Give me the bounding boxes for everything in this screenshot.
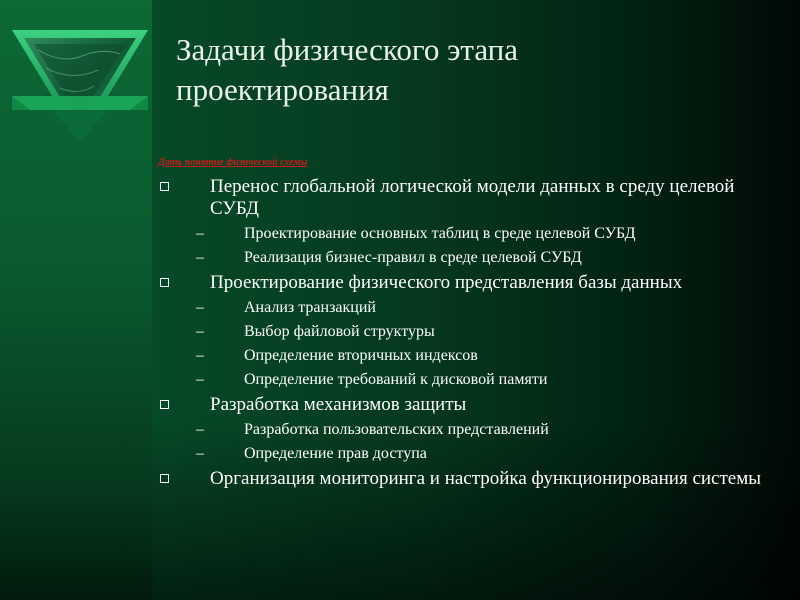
sub-list xyxy=(196,298,778,390)
sub-item xyxy=(158,224,778,244)
sub-list xyxy=(196,420,778,464)
dash-icon: – xyxy=(196,421,204,438)
slide-title-line1: Задачи физического этапа xyxy=(176,32,519,67)
sub-item-text: Выбор файловой структуры xyxy=(244,323,435,340)
bullet-text: Организация мониторинга и настройка функционирования системы xyxy=(210,468,761,489)
sub-list xyxy=(196,224,778,268)
sub-item-text: Анализ транзакций xyxy=(244,299,376,316)
dash-icon: – xyxy=(196,445,204,462)
dash-icon: – xyxy=(196,323,204,340)
sub-item xyxy=(158,322,778,342)
bullet-text: Разработка механизмов защиты xyxy=(210,394,467,415)
slide-title xyxy=(176,30,736,110)
bullet-item xyxy=(158,468,778,490)
sub-item xyxy=(158,248,778,268)
marble-triangle-logo-icon xyxy=(12,30,148,142)
bullet-item xyxy=(158,176,778,268)
bullet-text: Проектирование физического представления базы данных xyxy=(210,272,683,293)
sub-item-text: Проектирование основных таблиц в среде целевой СУБД xyxy=(244,225,636,242)
sub-item-text: Определение прав доступа xyxy=(244,445,427,462)
sub-item-text: Разработка пользовательских представлений xyxy=(244,421,549,438)
square-bullet-icon xyxy=(160,400,169,409)
dash-icon: – xyxy=(196,225,204,242)
sub-item xyxy=(158,444,778,464)
square-bullet-icon xyxy=(160,474,169,483)
bullet-item xyxy=(158,394,778,464)
dash-icon: – xyxy=(196,249,204,266)
sub-item xyxy=(158,420,778,440)
sub-item-text: Определение требований к дисковой памяти xyxy=(244,371,548,388)
dash-icon: – xyxy=(196,371,204,388)
dash-icon: – xyxy=(196,299,204,316)
dash-icon: – xyxy=(196,347,204,364)
bullet-text: Перенос глобальной логической модели данных в среду целевой СУБД xyxy=(210,176,735,219)
sub-item-text: Реализация бизнес-правил в среде целевой СУБД xyxy=(244,249,582,266)
sub-item-text: Определение вторичных индексов xyxy=(244,347,478,364)
sub-item xyxy=(158,298,778,318)
bullet-item xyxy=(158,272,778,390)
sub-item xyxy=(158,346,778,366)
slide-kicker: Дать понятие физической схемы xyxy=(158,157,308,168)
square-bullet-icon xyxy=(160,278,169,287)
sub-item xyxy=(158,370,778,390)
bullet-list xyxy=(158,172,778,490)
square-bullet-icon xyxy=(160,182,169,191)
slide-title-line2: проектирования xyxy=(176,72,389,107)
